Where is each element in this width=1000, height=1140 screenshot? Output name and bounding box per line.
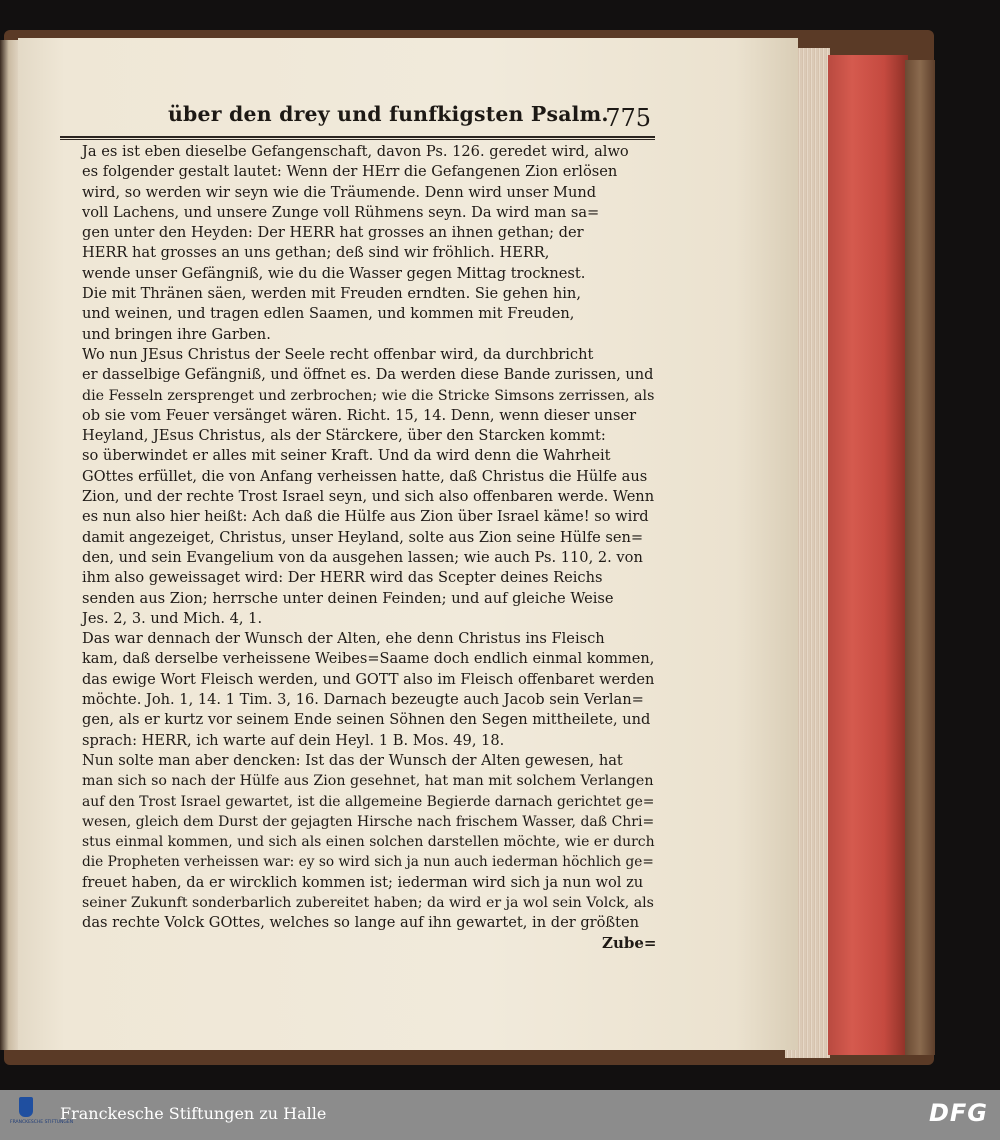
dfg-logo[interactable]: DFG: [928, 1099, 988, 1127]
text-line: kam, daß derselbe verheissene Weibes=Saame doch endlich einmal kommen,: [82, 651, 655, 668]
page-header: [60, 100, 655, 140]
logo-text: FRANCKESCHE STIFTUNGEN: [10, 1120, 74, 1125]
text-line: seiner Zukunft sonderbarlich zubereitet haben; da wird er ja wol sein Volck, als: [82, 894, 654, 911]
header-rule: [60, 136, 655, 138]
text-line: wird, so werden wir seyn wie die Träumende. Denn wird unser Mund: [82, 183, 597, 201]
red-edge: [828, 55, 908, 1055]
text-line: Heyland, JEsus Christus, als der Stärckere, über den Starcken kommt:: [82, 427, 606, 445]
text-line: sprach: HERR, ich warte auf dein Heyl. 1 B. Mos. 49, 18.: [82, 731, 505, 749]
text-line: gen, als er kurtz vor seinem Ende seinen Söhnen den Segen mittheilete, und: [82, 711, 651, 729]
text-line: möchte. Joh. 1, 14. 1 Tim. 3, 16. Darnach bezeugte auch Jacob sein Verlan=: [82, 691, 644, 709]
header-rule-thin: [60, 139, 655, 140]
text-line: ihm also geweissaget wird: Der HERR wird das Scepter deines Reichs: [82, 569, 603, 587]
text-line: ob sie vom Feuer versänget wären. Richt. 15, 14. Denn, wenn dieser unser: [82, 406, 637, 424]
text-line: man sich so nach der Hülfe aus Zion gesehnet, hat man mit solchem Verlangen: [82, 773, 654, 790]
running-head: über den drey und funfkigsten Psalm.: [168, 102, 609, 126]
text-line: freuet haben, da er wircklich kommen ist; iederman wird sich ja nun wol zu: [82, 873, 644, 891]
text-line: voll Lachens, und unsere Zunge voll Rühmens seyn. Da wird man sa=: [82, 203, 600, 221]
text-line: Jes. 2, 3. und Mich. 4, 1.: [82, 609, 263, 627]
text-line: die Fesseln zersprenget und zerbrochen; wie die Stricke Simsons zerrissen, als: [82, 387, 655, 404]
text-line: die Propheten verheissen war: ey so wird sich ja nun auch iederman höchlich ge=: [82, 854, 654, 871]
text-line: wende unser Gefängniß, wie du die Wasser gegen Mittag trocknest.: [82, 264, 586, 282]
text-line: senden aus Zion; herrsche unter deinen Feinden; und auf gleiche Weise: [82, 589, 614, 607]
text-line: es nun also hier heißt: Ach daß die Hülfe aus Zion über Israel käme! so wird: [82, 508, 649, 526]
text-line: auf den Trost Israel gewartet, ist die allgemeine Begierde darnach gerichtet ge=: [82, 793, 655, 810]
text-line: das rechte Volck GOttes, welches so lange auf ihn gewartet, in der größten: [82, 914, 640, 932]
text-line: und bringen ihre Garben.: [82, 325, 271, 343]
page-number: 775: [605, 104, 651, 132]
text-line: GOttes erfüllet, die von Anfang verheissen hatte, daß Christus die Hülfe aus: [82, 467, 648, 485]
francke-emblem-icon: [19, 1097, 33, 1117]
text-line: den, und sein Evangelium von da ausgehen lassen; wie auch Ps. 110, 2. von: [82, 548, 643, 566]
text-line: Nun solte man aber dencken: Ist das der Wunsch der Alten gewesen, hat: [82, 751, 623, 769]
text-line: Die mit Thränen säen, werden mit Freuden erndten. Sie gehen hin,: [82, 285, 581, 303]
text-line: es folgender gestalt lautet: Wenn der HErr die Gefangenen Zion erlösen: [82, 163, 618, 181]
viewer-footer: [0, 1090, 1000, 1140]
text-line: Wo nun JEsus Christus der Seele recht offenbar wird, da durchbricht: [82, 345, 594, 363]
text-line: Das war dennach der Wunsch der Alten, ehe denn Christus ins Fleisch: [82, 630, 605, 648]
text-line: er dasselbige Gefängniß, und öffnet es. Da werden diese Bande zurissen, und: [82, 367, 654, 384]
text-line: HERR hat grosses an uns gethan; deß sind wir fröhlich. HERR,: [82, 244, 550, 262]
text-line: so überwindet er alles mit seiner Kraft. Und da wird denn die Wahrheit: [82, 447, 611, 465]
catchword: Zube=: [602, 934, 657, 952]
text-line: wesen, gleich dem Durst der gejagten Hirsche nach frischem Wasser, daß Chri=: [82, 813, 655, 830]
cover-board: [905, 60, 935, 1055]
text-line: damit angezeiget, Christus, unser Heyland, solte aus Zion seine Hülfe sen=: [82, 528, 644, 546]
text-line: stus einmal kommen, und sich als einen solchen darstellen möchte, wie er durch: [82, 834, 655, 851]
institution-name: Franckesche Stiftungen zu Halle: [60, 1104, 327, 1123]
institution-logo[interactable]: [10, 1095, 74, 1135]
text-line: Ja es ist eben dieselbe Gefangenschaft, davon Ps. 126. geredet wird, alwo: [82, 143, 629, 160]
text-line: und weinen, und tragen edlen Saamen, und kommen mit Freuden,: [82, 305, 575, 323]
text-line: gen unter den Heyden: Der HERR hat grosses an ihnen gethan; der: [82, 224, 584, 242]
body-text: [82, 142, 654, 934]
text-line: Zion, und der rechte Trost Israel seyn, und sich also offenbaren werde. Wenn: [82, 488, 655, 506]
text-line: das ewige Wort Fleisch werden, und GOTT also im Fleisch offenbaret werden: [82, 670, 655, 688]
